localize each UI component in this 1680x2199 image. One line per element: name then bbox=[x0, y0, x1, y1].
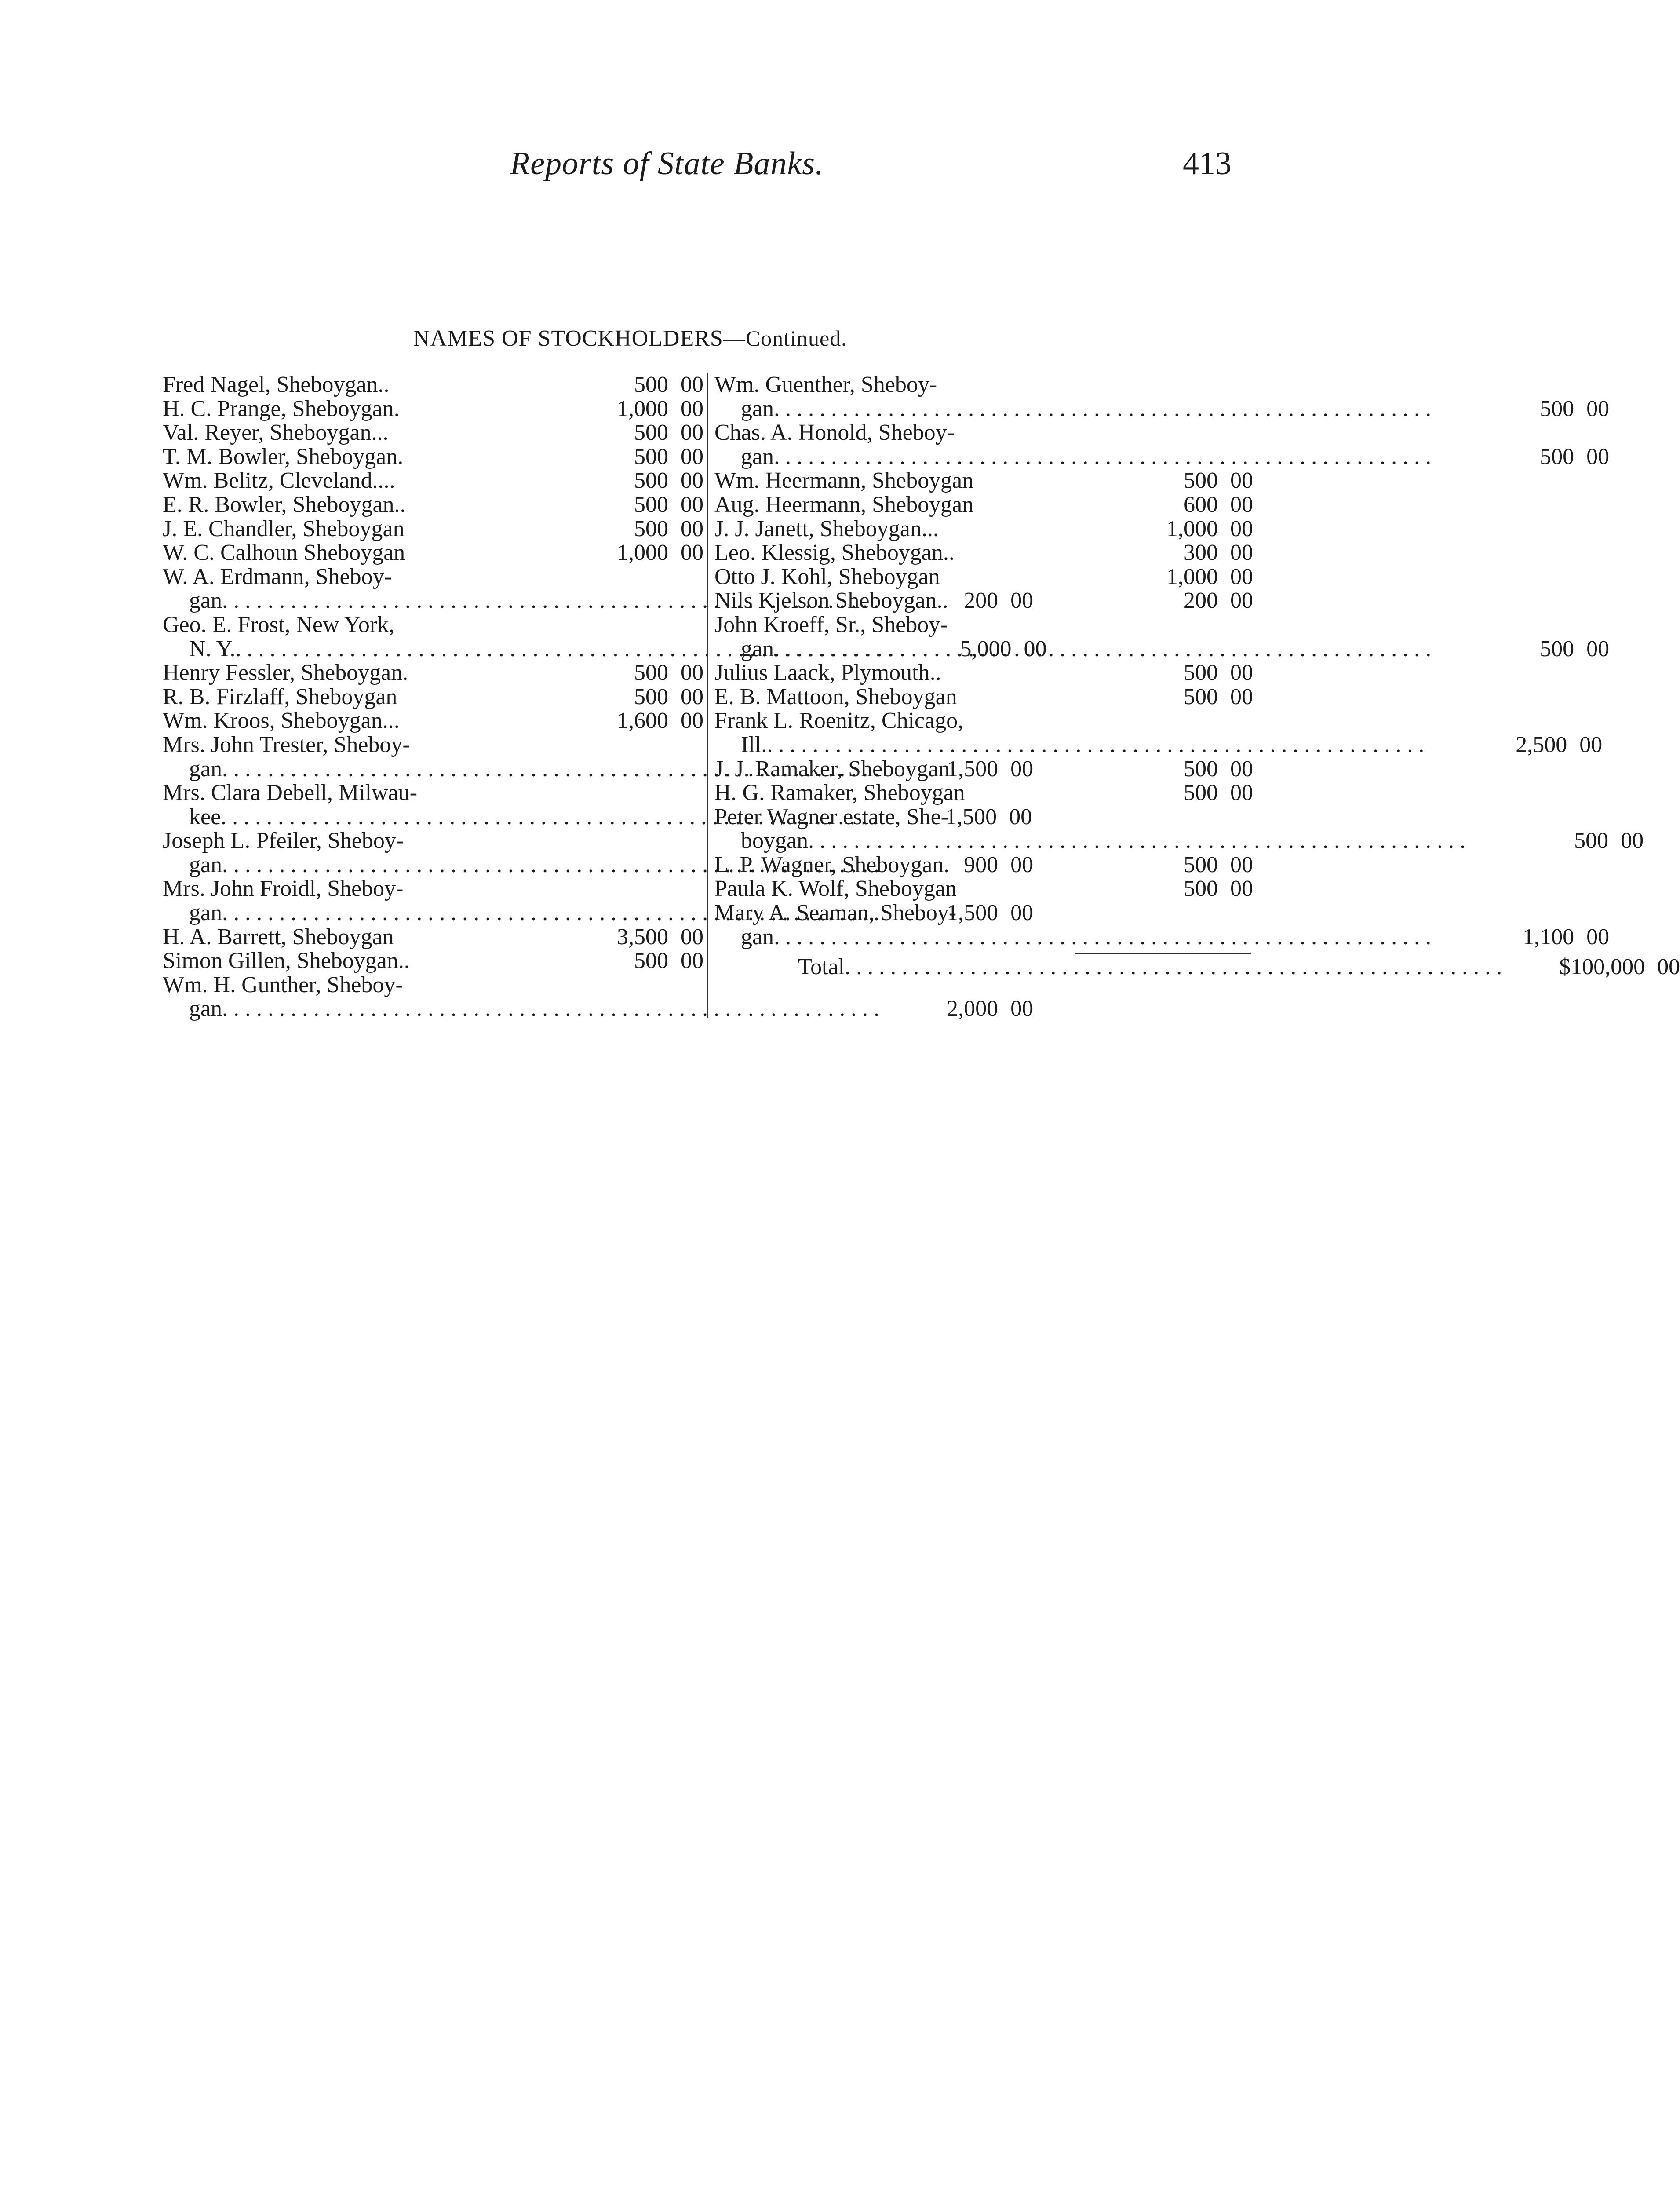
amount-dollars: 500 bbox=[1184, 852, 1218, 877]
stockholder-row bbox=[714, 853, 1253, 877]
amount-cents: 00 bbox=[1010, 900, 1034, 926]
page-number: 413 bbox=[1183, 146, 1232, 182]
stockholder-entry bbox=[714, 469, 1253, 493]
total-label: Total bbox=[798, 954, 845, 980]
stockholder-row bbox=[714, 541, 1253, 565]
amount-cents: 00 bbox=[681, 948, 703, 974]
amount-dollars: 500 bbox=[634, 420, 668, 446]
stockholder-row bbox=[163, 421, 703, 445]
amount-cents: 00 bbox=[1230, 468, 1253, 493]
stockholder-entry bbox=[163, 373, 703, 397]
stockholder-name: Frank L. Roenitz, Chicago, bbox=[714, 708, 964, 734]
amount-dollars: 500 bbox=[634, 444, 668, 469]
amount-dollars: 200 bbox=[1184, 588, 1218, 614]
stockholder-name: Wm. Kroos, Sheboygan... bbox=[163, 708, 400, 734]
stockholder-name: gan bbox=[741, 636, 774, 661]
amount-dollars: 500 bbox=[1184, 468, 1218, 493]
dot-leader bbox=[222, 997, 879, 1021]
stockholder-entry bbox=[163, 685, 703, 709]
stockholder-name: Simon Gillen, Sheboygan.. bbox=[163, 948, 410, 974]
stockholder-name: Chas. A. Honold, Sheboy- bbox=[714, 420, 955, 446]
stockholder-name: E. B. Mattoon, Sheboygan bbox=[714, 684, 957, 709]
amount-cents: 00 bbox=[1230, 564, 1253, 589]
stockholder-row bbox=[163, 709, 703, 733]
amount-dollars: 500 bbox=[634, 948, 668, 974]
stockholder-row bbox=[163, 949, 703, 973]
stockholder-name: H. C. Prange, Sheboygan. bbox=[163, 396, 400, 421]
amount-cents: 00 bbox=[1586, 924, 1610, 950]
total-row bbox=[714, 954, 1680, 980]
stockholder-row bbox=[714, 877, 1253, 901]
amount-cents: 00 bbox=[1230, 852, 1253, 877]
stockholder-name: Henry Fessler, Sheboygan. bbox=[163, 660, 408, 686]
dot-leader bbox=[808, 829, 1465, 853]
stockholder-entry bbox=[714, 541, 1253, 565]
stockholder-name: Leo. Klessig, Sheboygan.. bbox=[714, 540, 955, 566]
stockholder-name: gan bbox=[741, 444, 774, 469]
total-cents: 00 bbox=[1657, 954, 1680, 980]
dot-leader bbox=[774, 445, 1431, 469]
stockholder-name: Joseph L. Pfeiler, Sheboy- bbox=[163, 828, 404, 854]
stockholder-row bbox=[714, 828, 1644, 854]
amount-dollars: 300 bbox=[1184, 540, 1218, 566]
stockholder-name: W. C. Calhoun Sheboygan bbox=[163, 540, 405, 566]
stockholder-name-line bbox=[714, 901, 1253, 925]
amount-cents: 00 bbox=[1586, 396, 1610, 421]
amount-cents: 00 bbox=[1230, 492, 1253, 517]
stockholder-row bbox=[714, 469, 1253, 493]
amount-dollars: 600 bbox=[1184, 492, 1218, 517]
stockholder-row bbox=[714, 396, 1610, 421]
amount-dollars: 500 bbox=[1540, 396, 1574, 421]
stockholder-name: Ill. bbox=[741, 732, 767, 757]
amount-dollars: 900 bbox=[964, 852, 999, 877]
stockholder-name: Otto J. Kohl, Sheboygan bbox=[714, 564, 940, 589]
stockholder-entry bbox=[714, 372, 1610, 421]
dot-leader bbox=[767, 733, 1424, 757]
stockholder-row bbox=[714, 444, 1610, 469]
stockholder-name: Wm. Heermann, Sheboygan bbox=[714, 468, 974, 493]
stockholder-row bbox=[714, 493, 1253, 517]
stockholder-entry bbox=[163, 661, 703, 685]
amount-dollars: 500 bbox=[634, 660, 668, 686]
amount-dollars: 1,500 bbox=[947, 756, 999, 782]
amount-dollars: 500 bbox=[634, 468, 668, 493]
stockholder-name: gan bbox=[741, 396, 774, 421]
stockholder-name-line bbox=[714, 373, 1253, 397]
dot-leader bbox=[774, 925, 1431, 950]
stockholder-name-line bbox=[714, 709, 1253, 733]
stockholder-name-line bbox=[163, 877, 703, 901]
dot-leader bbox=[845, 955, 1502, 979]
amount-dollars: 1,600 bbox=[617, 708, 668, 734]
stockholder-name-line bbox=[714, 613, 1253, 637]
stockholder-name: gan bbox=[741, 924, 774, 950]
stockholder-name-line bbox=[163, 829, 703, 853]
stockholder-row bbox=[163, 661, 703, 685]
amount-cents: 00 bbox=[1230, 660, 1253, 686]
stockholder-name-line bbox=[163, 733, 703, 757]
stockholder-entry bbox=[714, 708, 1603, 757]
stockholder-name: H. G. Ramaker, Sheboygan bbox=[714, 780, 965, 806]
stockholder-row bbox=[714, 636, 1610, 661]
stockholder-entry bbox=[714, 877, 1253, 901]
stockholder-name: E. R. Bowler, Sheboygan.. bbox=[163, 492, 406, 517]
stockholder-row bbox=[163, 397, 703, 421]
stockholder-entry bbox=[714, 900, 1610, 950]
stockholder-entry bbox=[714, 589, 1253, 613]
stockholder-entry bbox=[714, 853, 1253, 877]
total-dollars: $100,000 bbox=[1559, 954, 1645, 980]
amount-dollars: 5,000 bbox=[960, 636, 1012, 661]
stockholder-name: L. P. Wagner, Sheboygan. bbox=[714, 852, 950, 877]
amount-cents: 00 bbox=[1230, 684, 1253, 709]
table-caption bbox=[413, 325, 847, 351]
amount-dollars: 1,000 bbox=[617, 540, 668, 566]
amount-cents: 00 bbox=[1010, 852, 1034, 877]
stockholder-row bbox=[163, 996, 1034, 1022]
stockholder-entry bbox=[714, 757, 1253, 782]
stockholder-row bbox=[163, 517, 703, 541]
amount-dollars: 1,000 bbox=[617, 396, 668, 421]
amount-cents: 00 bbox=[1230, 540, 1253, 566]
amount-dollars: 500 bbox=[1540, 636, 1574, 661]
stockholder-entry bbox=[714, 781, 1253, 805]
amount-cents: 00 bbox=[1230, 756, 1253, 782]
stockholder-entry bbox=[714, 565, 1253, 589]
stockholder-row bbox=[714, 589, 1253, 613]
amount-cents: 00 bbox=[1586, 444, 1610, 469]
stockholder-row bbox=[163, 541, 703, 565]
amount-cents: 00 bbox=[681, 468, 703, 493]
stockholder-row bbox=[714, 685, 1253, 709]
amount-cents: 00 bbox=[1010, 756, 1034, 782]
stockholder-name-line bbox=[163, 781, 703, 805]
stockholder-row bbox=[163, 373, 703, 397]
amount-dollars: 500 bbox=[634, 372, 668, 397]
running-title: Reports of State Banks. bbox=[510, 146, 824, 182]
amount-dollars: 2,000 bbox=[947, 996, 999, 1022]
amount-cents: 00 bbox=[1010, 996, 1034, 1022]
stockholder-entry bbox=[163, 925, 703, 950]
amount-dollars: 500 bbox=[1184, 756, 1218, 782]
stockholder-name-line bbox=[714, 421, 1253, 445]
stockholder-entry bbox=[163, 397, 703, 421]
amount-cents: 00 bbox=[1230, 516, 1253, 541]
stockholder-row bbox=[714, 924, 1610, 950]
amount-cents: 00 bbox=[681, 924, 703, 950]
amount-cents: 00 bbox=[1230, 588, 1253, 614]
stockholder-entry bbox=[163, 709, 703, 733]
stockholders-right-column bbox=[714, 372, 1680, 980]
stockholder-name: Mary A. Seaman, Sheboy- bbox=[714, 900, 957, 926]
amount-dollars: 1,000 bbox=[1166, 516, 1218, 541]
amount-cents: 00 bbox=[681, 492, 703, 517]
stockholder-name: Fred Nagel, Sheboygan.. bbox=[163, 372, 390, 397]
stockholder-name: R. B. Firzlaff, Sheboygan bbox=[163, 684, 397, 709]
stockholder-entry bbox=[714, 420, 1610, 469]
stockholder-entry bbox=[714, 661, 1253, 685]
stockholder-name-line bbox=[163, 973, 703, 997]
stockholder-row bbox=[714, 781, 1253, 805]
stockholder-entry bbox=[163, 469, 703, 493]
stockholder-name: Wm. Guenther, Sheboy- bbox=[714, 372, 937, 397]
stockholder-name: Mrs. John Froidl, Sheboy- bbox=[163, 876, 404, 902]
amount-cents: 00 bbox=[681, 396, 703, 421]
amount-dollars: 500 bbox=[634, 516, 668, 541]
stockholder-name: W. A. Erdmann, Sheboy- bbox=[163, 564, 392, 589]
stockholder-row bbox=[714, 732, 1603, 757]
amount-dollars: 1,100 bbox=[1523, 924, 1574, 950]
amount-cents: 00 bbox=[1009, 804, 1032, 829]
stockholder-name: Wm. Belitz, Cleveland.... bbox=[163, 468, 395, 493]
amount-dollars: 500 bbox=[1540, 444, 1574, 469]
amount-cents: 00 bbox=[1586, 636, 1610, 661]
amount-cents: 00 bbox=[681, 708, 703, 734]
stockholder-name: J. J. Janett, Sheboygan... bbox=[714, 516, 939, 541]
amount-cents: 00 bbox=[681, 684, 703, 709]
stockholder-name-line bbox=[163, 565, 703, 589]
amount-cents: 00 bbox=[1230, 876, 1253, 902]
amount-cents: 00 bbox=[1230, 780, 1253, 806]
stockholder-name: gan bbox=[189, 756, 222, 782]
stockholder-entry bbox=[714, 493, 1253, 517]
stockholder-name: Julius Laack, Plymouth.. bbox=[714, 660, 941, 686]
amount-dollars: 3,500 bbox=[617, 924, 668, 950]
stockholder-row bbox=[163, 445, 703, 469]
amount-dollars: 500 bbox=[1184, 660, 1218, 686]
amount-dollars: 500 bbox=[1184, 684, 1218, 709]
stockholder-name: Geo. E. Frost, New York, bbox=[163, 612, 395, 637]
stockholder-entry bbox=[163, 493, 703, 517]
stockholder-entry bbox=[714, 804, 1644, 854]
stockholder-name: Mrs. Clara Debell, Milwau- bbox=[163, 780, 418, 806]
table-caption-continued: —Continued. bbox=[723, 326, 847, 351]
stockholder-row bbox=[163, 469, 703, 493]
amount-dollars: 500 bbox=[1184, 876, 1218, 902]
dot-leader bbox=[774, 397, 1431, 421]
stockholder-entry bbox=[163, 972, 1034, 1022]
amount-cents: 00 bbox=[681, 516, 703, 541]
amount-cents: 00 bbox=[681, 660, 703, 686]
stockholder-name: Aug. Heermann, Sheboygan bbox=[714, 492, 974, 517]
total-rule bbox=[1075, 953, 1251, 954]
stockholder-entry bbox=[714, 685, 1253, 709]
column-divider bbox=[707, 373, 708, 1018]
table-caption-title: NAMES OF STOCKHOLDERS bbox=[413, 326, 723, 351]
stockholder-name-line bbox=[163, 613, 703, 637]
stockholder-row bbox=[714, 757, 1253, 782]
amount-cents: 00 bbox=[681, 444, 703, 469]
stockholder-name: J. E. Chandler, Sheboygan bbox=[163, 516, 405, 541]
stockholder-name: boygan bbox=[741, 828, 809, 854]
amount-dollars: 500 bbox=[1574, 828, 1609, 854]
stockholder-name: kee bbox=[189, 804, 221, 829]
stockholder-row bbox=[714, 565, 1253, 589]
stockholder-name: Val. Reyer, Sheboygan... bbox=[163, 420, 389, 446]
amount-dollars: 1,500 bbox=[945, 804, 997, 829]
stockholder-name: H. A. Barrett, Sheboygan bbox=[163, 924, 394, 950]
amount-cents: 00 bbox=[681, 420, 703, 446]
amount-dollars: 1,500 bbox=[947, 900, 999, 926]
amount-cents: 00 bbox=[1621, 828, 1644, 854]
stockholder-entry bbox=[714, 517, 1253, 541]
stockholder-name: gan bbox=[189, 996, 222, 1022]
stockholder-row bbox=[714, 661, 1253, 685]
stockholder-name: John Kroeff, Sr., Sheboy- bbox=[714, 612, 948, 637]
amount-dollars: 2,500 bbox=[1516, 732, 1567, 757]
stockholder-name: Paula K. Wolf, Sheboygan bbox=[714, 876, 957, 902]
dot-leader bbox=[774, 637, 1431, 661]
stockholder-name-line bbox=[714, 805, 1253, 829]
amount-dollars: 1,000 bbox=[1166, 564, 1218, 589]
stockholder-row bbox=[163, 493, 703, 517]
stockholder-name: T. M. Bowler, Sheboygan. bbox=[163, 444, 404, 469]
amount-dollars: 500 bbox=[634, 492, 668, 517]
amount-dollars: 500 bbox=[634, 684, 668, 709]
stockholder-entry bbox=[163, 541, 703, 565]
amount-cents: 00 bbox=[681, 372, 703, 397]
stockholder-entry bbox=[163, 517, 703, 541]
stockholder-name: gan bbox=[189, 588, 222, 614]
stockholder-row bbox=[714, 517, 1253, 541]
stockholder-entry bbox=[163, 949, 703, 973]
stockholder-name: gan bbox=[189, 852, 222, 877]
amount-cents: 00 bbox=[1024, 636, 1047, 661]
stockholder-name: J. J. Ramaker, Sheboygan bbox=[714, 756, 950, 782]
stockholder-name: Peter Wagner estate, She- bbox=[714, 804, 948, 829]
amount-cents: 00 bbox=[681, 540, 703, 566]
stockholder-name: Wm. H. Gunther, Sheboy- bbox=[163, 972, 403, 997]
stockholder-row bbox=[163, 685, 703, 709]
amount-cents: 00 bbox=[1579, 732, 1603, 757]
amount-dollars: 200 bbox=[964, 588, 999, 614]
stockholder-name: Nils Kjelson Sheboygan.. bbox=[714, 588, 948, 614]
stockholder-entry bbox=[163, 445, 703, 469]
amount-dollars: 500 bbox=[1184, 780, 1218, 806]
stockholder-entry bbox=[163, 421, 703, 445]
stockholder-name: gan bbox=[189, 900, 222, 926]
stockholder-name: Mrs. John Trester, Sheboy- bbox=[163, 732, 410, 757]
amount-cents: 00 bbox=[1010, 588, 1034, 614]
stockholder-name: N. Y. bbox=[189, 636, 236, 661]
stockholder-entry bbox=[714, 612, 1610, 661]
stockholder-row bbox=[163, 925, 703, 950]
